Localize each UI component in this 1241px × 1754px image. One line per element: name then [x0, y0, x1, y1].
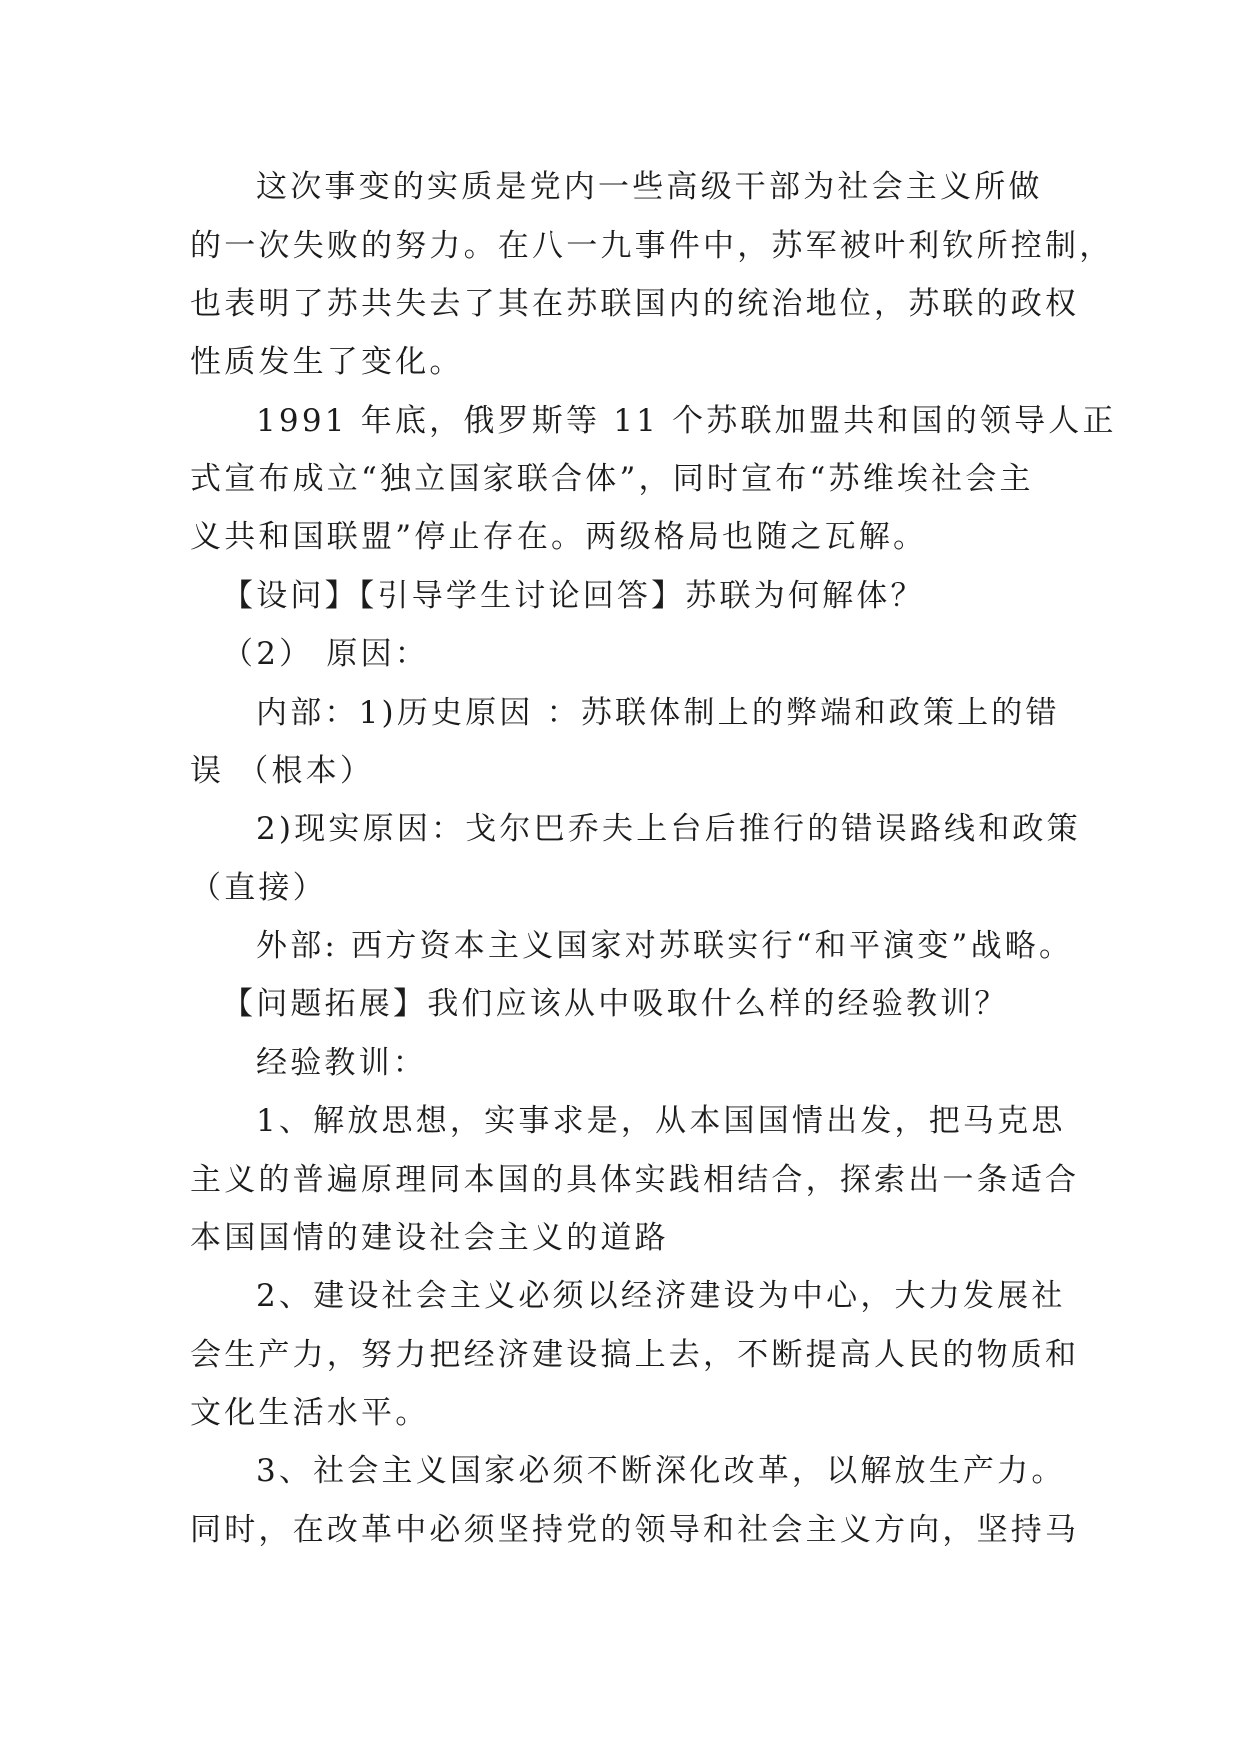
paragraph-line: 1、解放思想，实事求是，从本国国情出发，把马克思: [256, 1103, 1066, 1139]
paragraph-line: 外部: 西方资本主义国家对苏联实行“和平演变”战略。: [256, 928, 1074, 964]
paragraph-line: 本国国情的建设社会主义的道路: [190, 1220, 669, 1256]
paragraph-line: 同时，在改革中必须坚持党的领导和社会主义方向，坚持马: [190, 1512, 1080, 1548]
paragraph-line: 主义的普遍原理同本国的具体实践相结合，探索出一条适合: [190, 1162, 1080, 1198]
paragraph-line: 义共和国联盟”停止存在。两级格局也随之瓦解。: [190, 519, 928, 555]
paragraph-line: 3、社会主义国家必须不断深化改革，以解放生产力。: [256, 1453, 1066, 1489]
paragraph-line: （直接）: [190, 870, 327, 906]
paragraph-line: 这次事变的实质是党内一些高级干部为社会主义所做: [256, 169, 1043, 205]
question-line: 【设问】【引导学生讨论回答】苏联为何解体？: [222, 578, 925, 614]
paragraph-line: 性质发生了变化。: [190, 344, 464, 380]
paragraph-line: 2)现实原因：戈尔巴乔夫上台后推行的错误路线和政策: [256, 811, 1081, 847]
paragraph-line: 的一次失败的努力。在八一九事件中，苏军被叶利钦所控制，: [190, 228, 1114, 264]
paragraph-line: 会生产力，努力把经济建设搞上去，不断提高人民的物质和: [190, 1337, 1080, 1373]
paragraph-line: 2、建设社会主义必须以经济建设为中心，大力发展社: [256, 1278, 1066, 1314]
paragraph-line: 1991 年底，俄罗斯等 11 个苏联加盟共和国的领导人正: [256, 403, 1117, 439]
paragraph-line: 误 （根本）: [190, 753, 375, 789]
paragraph-line: 式宣布成立“独立国家联合体”，同时宣布“苏维埃社会主: [190, 461, 1034, 497]
section-heading: （2） 原因：: [222, 636, 429, 672]
section-heading: 经验教训：: [256, 1045, 427, 1081]
paragraph-line: 文化生活水平。: [190, 1395, 430, 1431]
paragraph-line: 也表明了苏共失去了其在苏联国内的统治地位，苏联的政权: [190, 286, 1080, 322]
question-line: 【问题拓展】我们应该从中吸取什么样的经验教训？: [222, 986, 1009, 1022]
paragraph-line: 内部：1)历史原因 ：苏联体制上的弊端和政策上的错: [256, 695, 1060, 731]
